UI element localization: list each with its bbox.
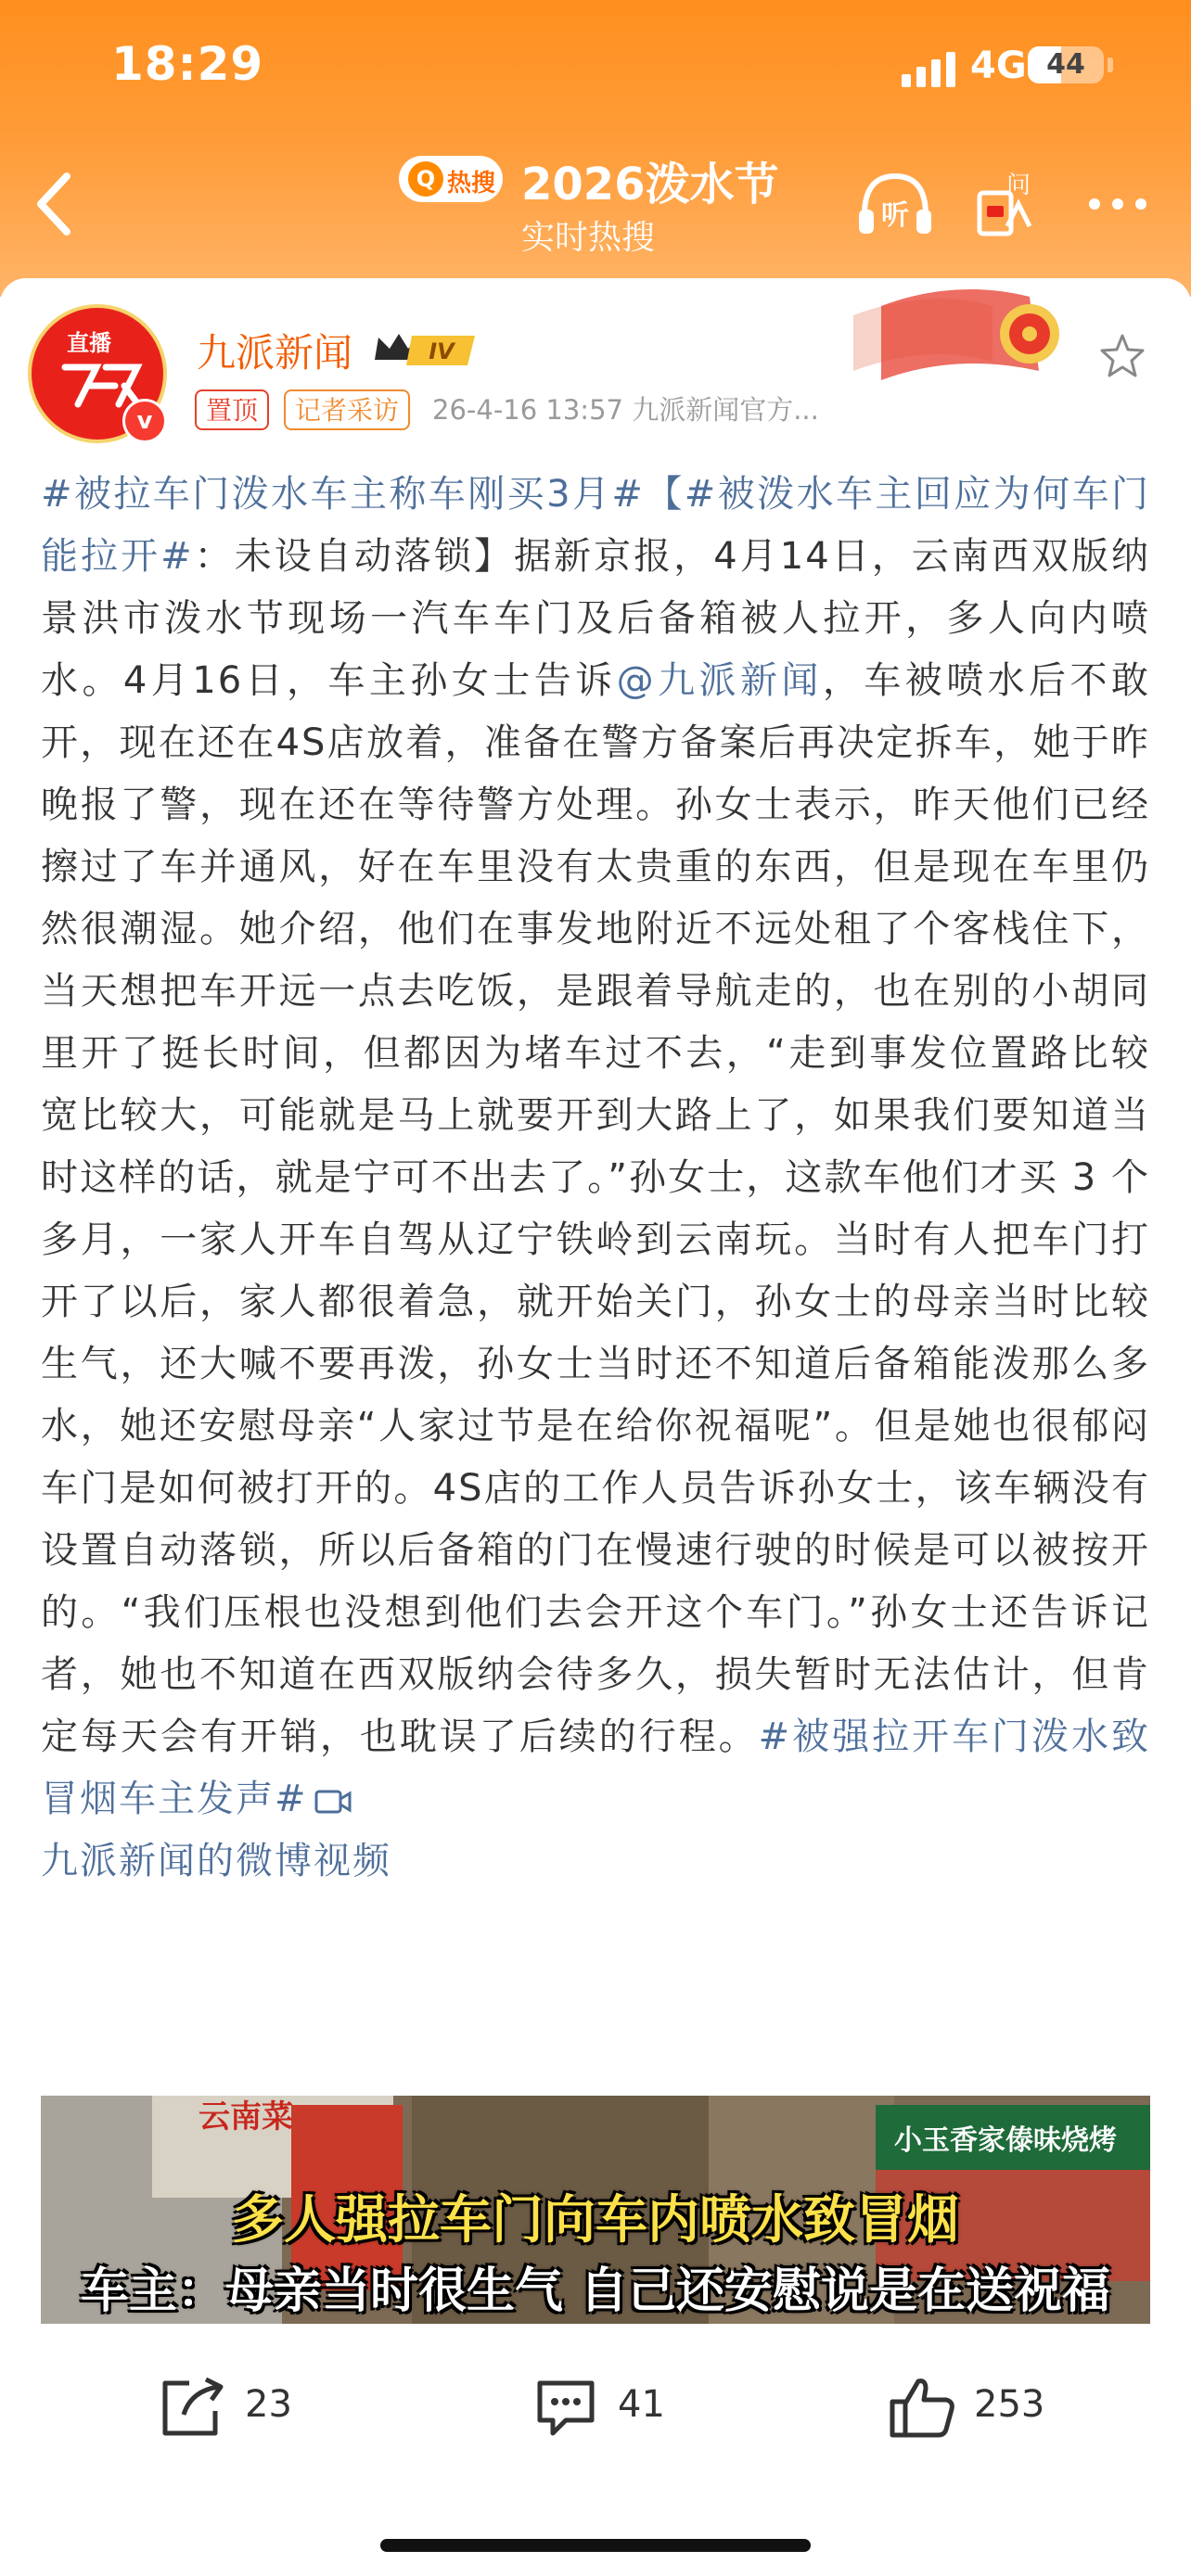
sign-text: 云南菜 bbox=[198, 2098, 293, 2136]
hot-search-badge bbox=[399, 156, 503, 202]
signal-icon bbox=[902, 50, 959, 87]
reporter-tag: 记者采访 bbox=[284, 389, 410, 430]
video-link[interactable]: 九派新闻的微博视频 bbox=[41, 1840, 391, 1882]
battery-level: 44 bbox=[1046, 48, 1085, 81]
pinned-tag: 置顶 bbox=[195, 389, 269, 430]
like-button[interactable] bbox=[887, 2376, 1045, 2441]
level-label: IV bbox=[429, 338, 455, 364]
repost-count: 23 bbox=[245, 2383, 292, 2426]
comment-icon bbox=[531, 2376, 601, 2441]
svg-text:听: 听 bbox=[881, 199, 909, 232]
page-subtitle: 实时热搜 bbox=[521, 219, 656, 257]
avatar-live-label: 直播 bbox=[67, 330, 111, 356]
mention-link[interactable]: @九派新闻 bbox=[616, 659, 823, 702]
body-text: ：未设自动落锁】据新京报，4月14日，云南西双版纳景洪市泼水节现场一汽车车门及后备箱被人拉开，多人向内喷水。4月16日，车主孙女士告诉 bbox=[41, 535, 1150, 702]
hashtag-link[interactable]: #被强拉开车门泼水致冒烟车主发声# bbox=[41, 1715, 1150, 1820]
level-badge bbox=[371, 328, 482, 371]
body-text: ，车被喷水后不敢开，现在还在4S店放着，准备在警方备案后再决定拆车，她于昨晚报了警，现在还在等待警方处理。孙女士表示，昨天他们已经擦过了车并通风，好在车里没有太贵重的东西，但是现在车里仍然很潮湿。她介绍，他们在事发地附近不远处租了个客栈住下，当天想把车开远一点去吃饭，是跟着导航走的，也在别的小胡同里开了挺长时间，但都因为堵车过不去，“走到事发位置路比较宽比较大，可能就是马上就要开到大路上了，如果我们要知道当时这样的话，就是宁可不出去了。”孙女士，这款车他们才买 3 个多月，一家人开车自驾从辽宁铁岭到云南玩。当时有人把车门打开了以后，家人都很着急，就开始关门，孙女士的母亲当时比较生气，还大喊不要再泼，孙女士当时还不知道后备箱能泼那么多水，她还安慰母亲“人家过节是在给你祝福呢”。但是她也很郁闷车门是如何被打开的。4S店的工作人员告诉孙女士，该车辆没有设置自动落锁，所以后备箱的门在慢速行驶的时候是可以被按开的。“我们压根也没想到他们去会开这个车门。”孙女士还告诉记者，她也不知道在西双版纳会待多久，损失暂时无法估计，但肯定每天会有开销，也耽误了后续的行程。 bbox=[41, 659, 1151, 1758]
back-icon[interactable] bbox=[28, 167, 83, 241]
more-icon[interactable] bbox=[1085, 190, 1150, 218]
video-icon bbox=[314, 1784, 352, 1817]
sign-text: 小玉香家傣味烧烤 bbox=[894, 2124, 1117, 2157]
video-caption-1: 多人强拉车门向车内喷水致冒烟 bbox=[232, 2190, 959, 2251]
repost-icon bbox=[158, 2376, 228, 2441]
comment-count: 41 bbox=[618, 2383, 665, 2426]
repost-button[interactable] bbox=[158, 2376, 292, 2441]
status-time: 18:29 bbox=[111, 37, 264, 91]
favorite-star-icon[interactable] bbox=[1098, 332, 1146, 380]
decor-flag-image bbox=[853, 278, 1104, 389]
verified-badge: v bbox=[122, 399, 167, 443]
post-body bbox=[41, 464, 1150, 1893]
video-thumbnail[interactable] bbox=[41, 2096, 1150, 2324]
battery-icon bbox=[1028, 46, 1104, 83]
hashtag-link[interactable]: 【#被泼水车主回应为何车门能拉开# bbox=[41, 473, 1151, 578]
action-bar bbox=[0, 2333, 1191, 2481]
page-title: 2026泼水节 bbox=[521, 159, 779, 210]
ask-icon[interactable] bbox=[974, 165, 1039, 239]
post-meta: 26-4-16 13:57 九派新闻官方... bbox=[432, 394, 819, 426]
video-caption-2: 车主：母亲当时很生气 自己还安慰说是在送祝福 bbox=[80, 2264, 1111, 2319]
home-indicator[interactable] bbox=[380, 2539, 811, 2552]
listen-icon[interactable] bbox=[853, 167, 937, 241]
svg-text:问: 问 bbox=[1005, 172, 1031, 199]
hot-badge-label: 热搜 bbox=[447, 170, 496, 198]
comment-button[interactable] bbox=[531, 2376, 665, 2441]
top-header bbox=[0, 0, 1191, 297]
author-name[interactable]: 九派新闻 bbox=[197, 330, 353, 376]
like-count: 253 bbox=[974, 2383, 1045, 2426]
like-icon bbox=[887, 2376, 957, 2441]
search-icon: Q bbox=[408, 161, 443, 197]
status-bar bbox=[0, 37, 1191, 102]
hashtag-link[interactable]: #被拉车门泼水车主称车刚买3月# bbox=[41, 473, 645, 516]
network-label: 4G bbox=[970, 45, 1027, 87]
